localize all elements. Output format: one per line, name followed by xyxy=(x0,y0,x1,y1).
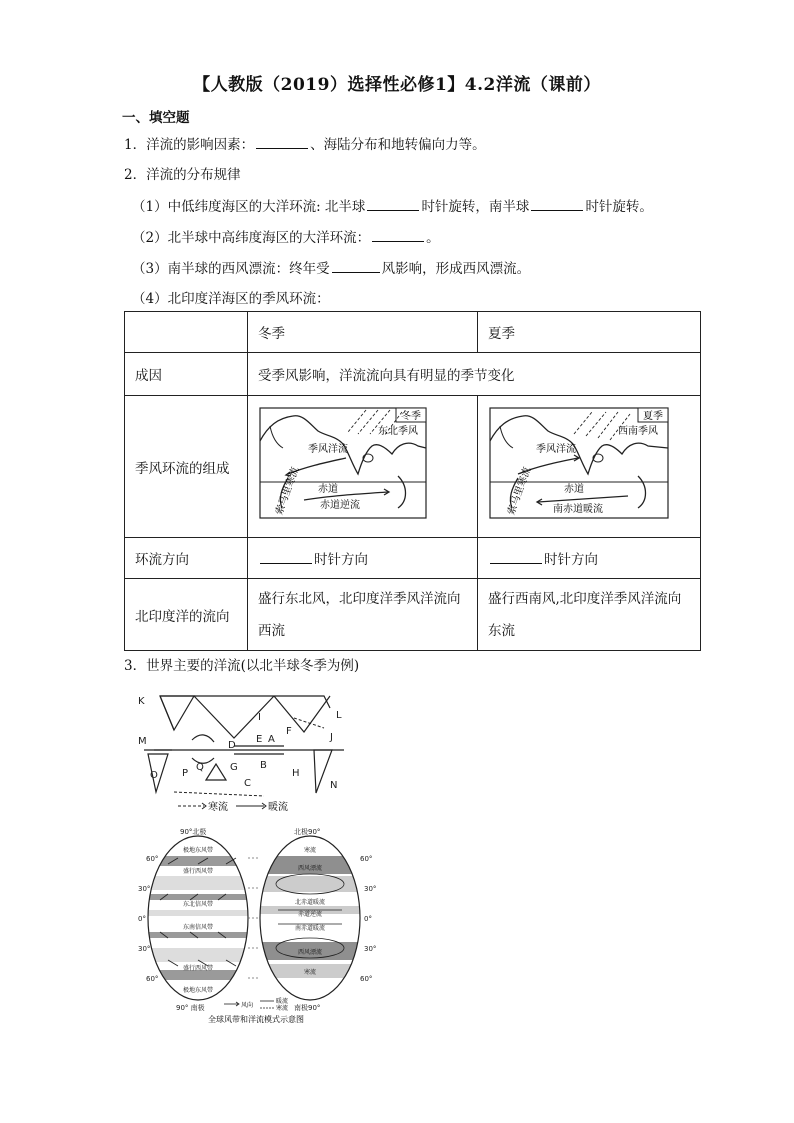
lat-left-30s: 30° xyxy=(138,945,151,953)
q2-i2-a: （2）北半球中高纬度海区的大洋环流： xyxy=(132,230,371,246)
current-cold-s: 寒流 xyxy=(303,969,317,976)
summer-equator-label: 赤道 xyxy=(564,484,584,495)
legend-warm-label: 暖流 xyxy=(268,802,288,813)
question-3-title: 3．世界主要的洋流(以北半球冬季为例) xyxy=(124,658,360,674)
q2-i1-c: 时针旋转。 xyxy=(585,199,653,215)
row-composition-label: 季风环流的组成 xyxy=(125,396,248,538)
monsoon-table xyxy=(124,311,701,651)
ocean-letter-n: N xyxy=(330,780,338,791)
winter-direction-suffix: 时针方向 xyxy=(314,552,368,568)
q2-i1-blank-north[interactable] xyxy=(367,197,419,211)
ocean-letter-p: P xyxy=(182,768,189,779)
table-row-cause xyxy=(125,353,701,396)
question-1 xyxy=(124,133,486,153)
winter-direction-blank[interactable] xyxy=(260,550,312,564)
legend-global-cold: 寒流 xyxy=(276,1005,289,1012)
table-corner xyxy=(125,312,248,353)
q2-i1-blank-south[interactable] xyxy=(531,197,583,211)
page-title: 【人教版（2019）选择性必修1】4.2洋流（课前） xyxy=(193,75,601,95)
table-header-winter: 冬季 xyxy=(248,312,478,353)
ocean-letter-a: A xyxy=(268,734,275,745)
q1-suffix: 、海陆分布和地转偏向力等。 xyxy=(310,137,486,153)
row-flow-label: 北印度洋的流向 xyxy=(125,579,248,651)
winter-monsoon-map xyxy=(248,396,478,533)
wind-belt-westerly-s: 盛行西风带 xyxy=(182,965,214,972)
current-s-equatorial: 南赤道暖流 xyxy=(294,925,326,932)
summer-monsoon-map xyxy=(478,396,701,533)
winter-flow-line2: 西流 xyxy=(258,622,285,639)
summer-map-cell xyxy=(478,396,701,538)
winter-flow-line1: 盛行东北风，北印度洋季风洋流向 xyxy=(258,590,461,607)
q2-i2-b: 。 xyxy=(426,230,440,246)
winter-flow-cell xyxy=(248,579,478,651)
question-2-item-3 xyxy=(132,257,530,277)
winter-current-label: 季风洋流 xyxy=(308,444,348,455)
current-cold-n: 寒流 xyxy=(303,847,317,854)
ocean-letter-l: L xyxy=(336,710,342,721)
winter-counter-label: 赤道逆流 xyxy=(320,500,360,511)
lat-right-30s: 30° xyxy=(364,945,377,953)
lat-left-30n: 30° xyxy=(138,885,151,893)
table-header-row xyxy=(125,312,701,353)
ocean-letter-m: M xyxy=(138,736,147,747)
lat-left-60s: 60° xyxy=(146,975,159,983)
wind-belt-ne-trade: 东北信风带 xyxy=(182,901,214,908)
row-cause-text: 受季风影响，洋流流向具有明显的季节变化 xyxy=(248,353,701,396)
lat-right-30n: 30° xyxy=(364,885,377,893)
table-header-summer: 夏季 xyxy=(478,312,701,353)
table-row-composition xyxy=(125,396,701,538)
ocean-letter-e: E xyxy=(256,734,263,745)
ocean-letter-b: B xyxy=(260,760,267,771)
row-direction-label: 环流方向 xyxy=(125,538,248,579)
summer-direction-cell xyxy=(478,538,701,579)
ocean-letter-g: G xyxy=(230,762,238,773)
north-pole-right: 北极90° xyxy=(294,828,321,836)
q2-i2-blank[interactable] xyxy=(372,228,424,242)
ocean-letter-o: O xyxy=(150,770,158,781)
ocean-letter-h: H xyxy=(292,768,300,779)
q2-i3-a: （3）南半球的西风漂流：终年受 xyxy=(132,261,330,277)
ocean-letter-q: Q xyxy=(196,762,204,773)
global-wind-current-diagram xyxy=(138,824,388,1029)
lat-left-60n: 60° xyxy=(146,855,159,863)
north-pole-left: 90°北极 xyxy=(180,828,207,836)
q2-i1-b: 时针旋转，南半球 xyxy=(421,199,530,215)
question-2-item-1 xyxy=(132,195,653,215)
ocean-letter-k: K xyxy=(138,696,145,707)
summer-flow-line1: 盛行西南风,北印度洋季风洋流向 xyxy=(488,590,682,607)
winter-season-label: 冬季 xyxy=(401,411,421,422)
question-2-item-4: （4）北印度洋海区的季风环流： xyxy=(132,291,330,307)
wind-belt-polar-east-s: 极地东风带 xyxy=(182,987,214,994)
winter-somali-label: 索马里寒流 xyxy=(273,465,302,517)
legend-wind: 风向 xyxy=(241,1002,254,1009)
wind-belt-se-trade: 东南信风带 xyxy=(182,924,214,931)
current-westerly-drift-s: 西风漂流 xyxy=(297,949,323,956)
ocean-letter-j: J xyxy=(330,732,333,743)
summer-direction-suffix: 时针方向 xyxy=(544,552,598,568)
current-n-equatorial: 北赤道暖流 xyxy=(294,899,326,906)
winter-wind-label: 东北季风 xyxy=(378,426,418,437)
lat-right-60n: 60° xyxy=(360,855,373,863)
question-2-item-2 xyxy=(132,226,440,246)
summer-flow-cell xyxy=(478,579,701,651)
table-row-flow xyxy=(125,579,701,651)
current-counter: 赤道逆流 xyxy=(297,911,323,918)
q1-blank[interactable] xyxy=(256,135,308,149)
question-2-title: 2．洋流的分布规律 xyxy=(124,167,241,183)
row-cause-label: 成因 xyxy=(125,353,248,396)
ocean-current-diagram xyxy=(134,688,354,816)
ocean-letter-d: D xyxy=(228,740,236,751)
q1-prefix: 1．洋流的影响因素： xyxy=(124,137,255,153)
q2-i3-b: 风影响，形成西风漂流。 xyxy=(381,261,531,277)
q2-i3-blank[interactable] xyxy=(332,259,380,273)
ocean-letter-c: C xyxy=(244,778,251,789)
lat-left-0: 0° xyxy=(138,915,146,923)
legend-global-warm: 暖流 xyxy=(276,998,289,1005)
ocean-letter-f: F xyxy=(286,726,292,737)
winter-equator-label: 赤道 xyxy=(318,484,338,495)
south-pole-right: 南极90° xyxy=(294,1004,321,1012)
lat-right-0: 0° xyxy=(364,915,372,923)
table-row-direction xyxy=(125,538,701,579)
summer-wind-label: 西南季风 xyxy=(618,426,658,437)
legend-cold-label: 寒流 xyxy=(208,802,228,813)
global-legend xyxy=(224,997,288,1012)
global-diagram-caption: 全球风带和洋流模式示意图 xyxy=(208,1015,304,1024)
wind-belt-westerly-n: 盛行西风带 xyxy=(182,868,214,875)
wind-belt-polar-east-n: 极地东风带 xyxy=(182,847,214,854)
q2-i1-a: （1）中低纬度海区的大洋环流: 北半球 xyxy=(132,199,366,215)
summer-current-label: 季风洋流 xyxy=(536,444,576,455)
section-heading: 一、填空题 xyxy=(122,110,190,126)
ocean-letter-i: I xyxy=(258,712,261,723)
current-westerly-drift-n: 西风漂流 xyxy=(297,865,323,872)
summer-counter-label: 南赤道暖流 xyxy=(553,504,603,515)
winter-direction-cell xyxy=(248,538,478,579)
winter-map-cell xyxy=(248,396,478,538)
lat-right-60s: 60° xyxy=(360,975,373,983)
south-pole-left: 90° 南极 xyxy=(176,1004,205,1012)
summer-somali-label: 索马里寒流 xyxy=(505,465,534,517)
summer-flow-line2: 东流 xyxy=(488,622,515,639)
ocean-legend xyxy=(178,800,288,813)
summer-direction-blank[interactable] xyxy=(490,550,542,564)
summer-season-label: 夏季 xyxy=(643,411,663,422)
